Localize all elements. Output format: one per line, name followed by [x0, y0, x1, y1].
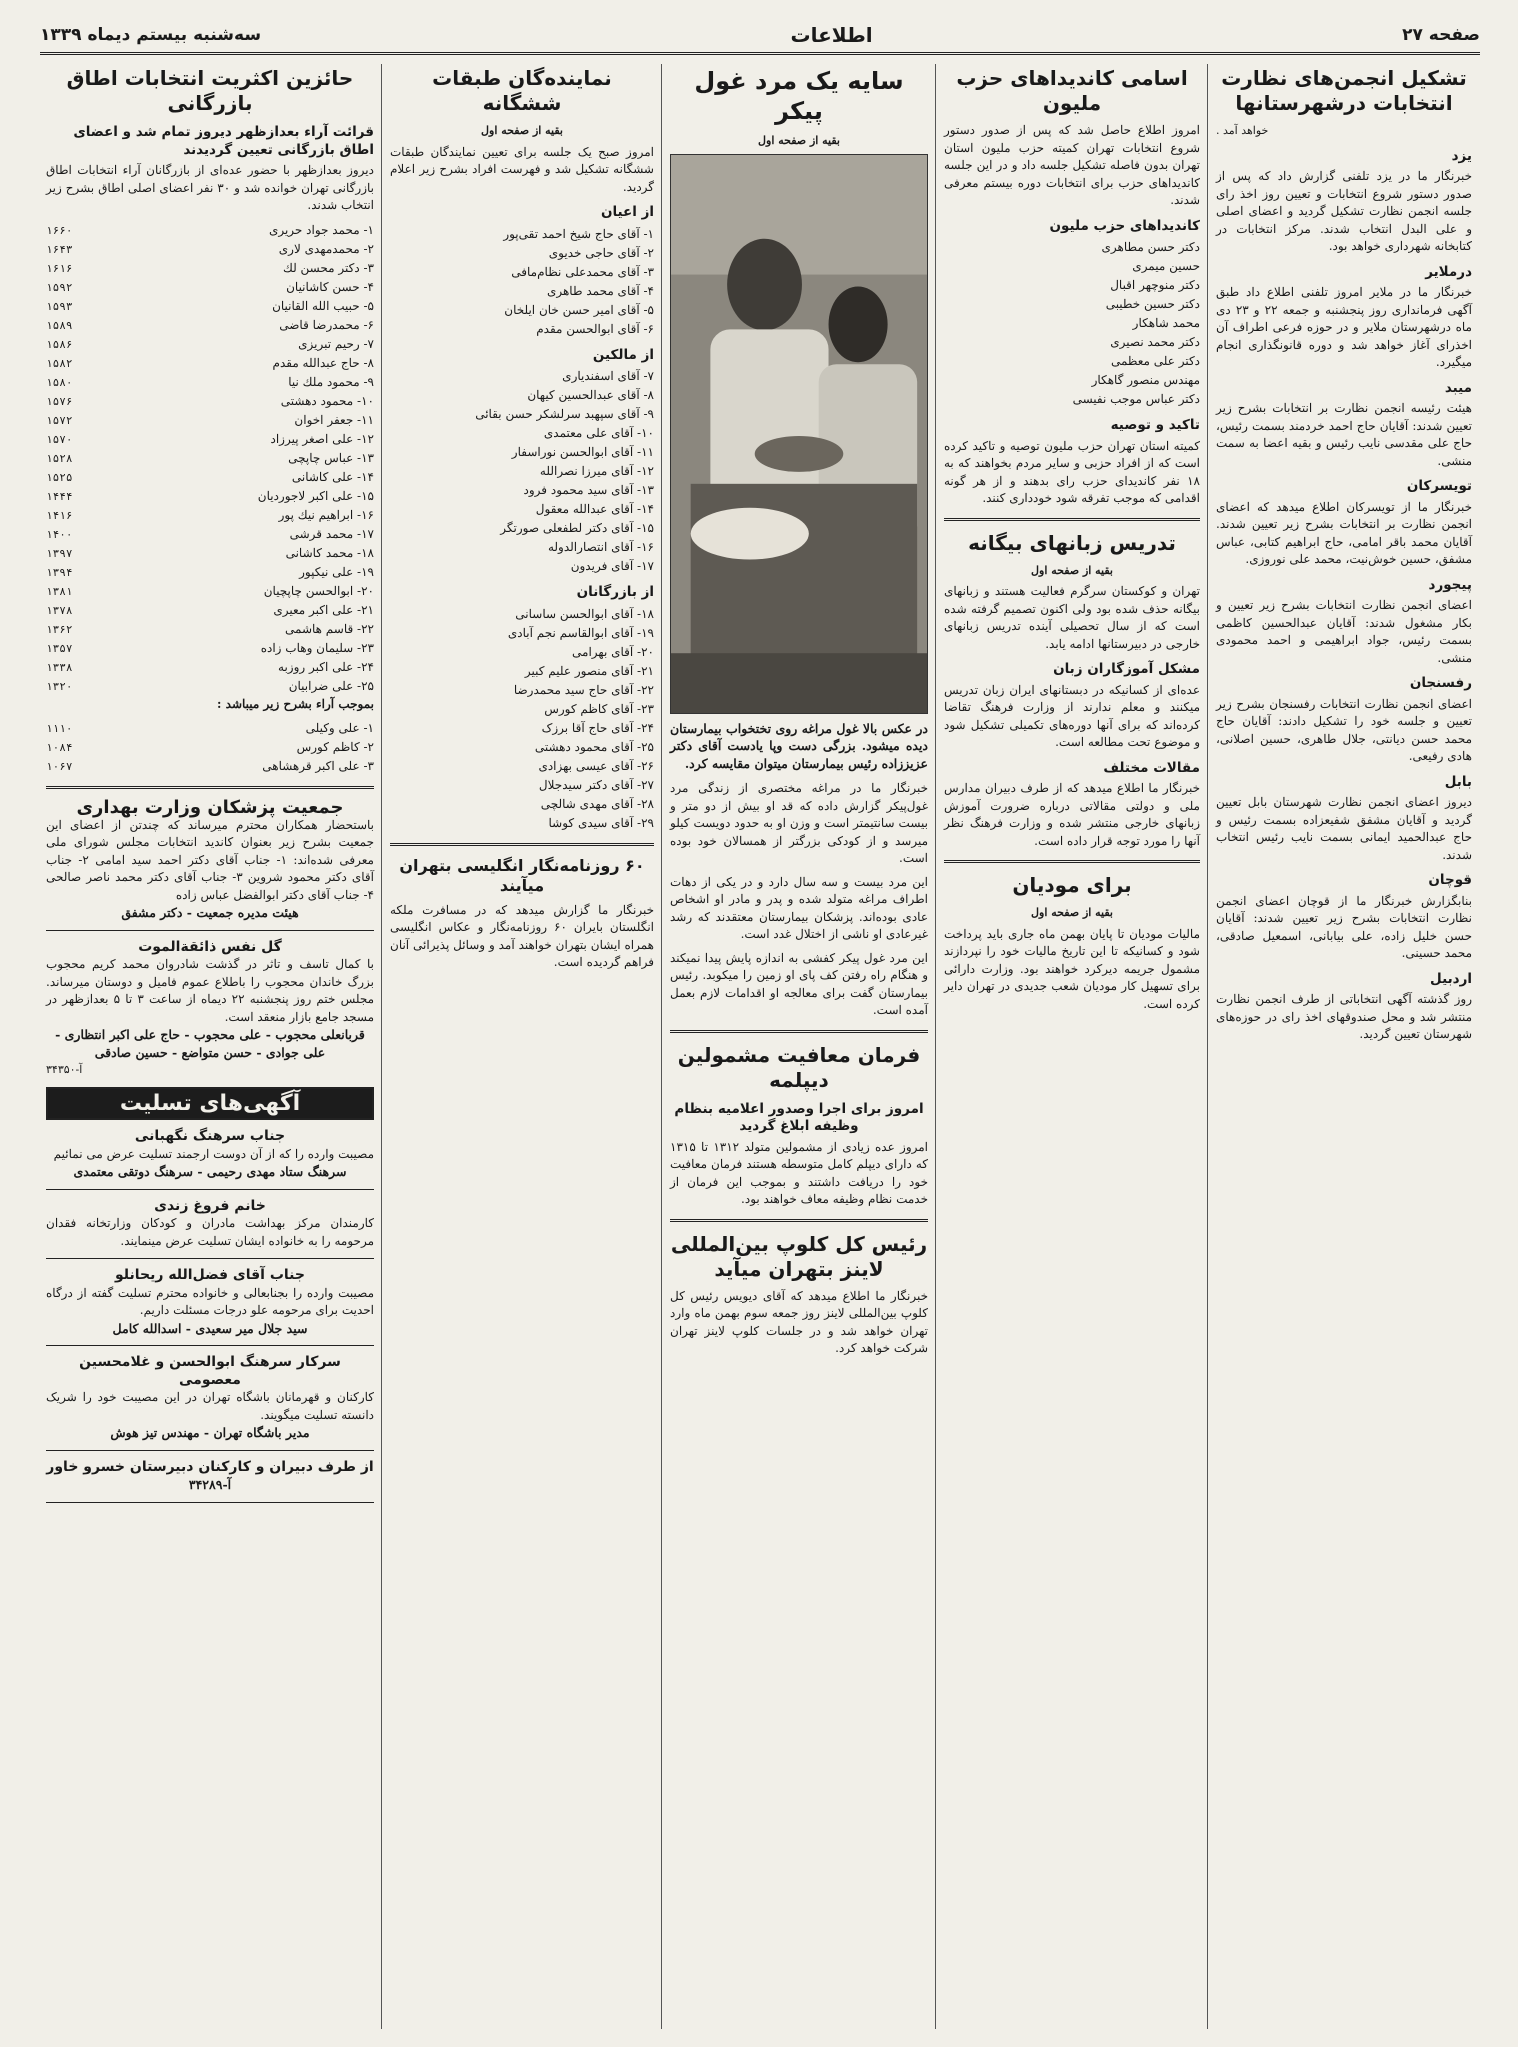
candidate-name: ۲۰- ابوالحسن چاپچیان — [263, 583, 374, 598]
article-paragraph: خبرنگار ما گزارش میدهد که در مسافرت ملکه انگلستان بایران ۶۰ روزنامه‌نگار و عکاس انگلیسی همراه ایشان بتهران خواهند آمد و وسائل پذیرائی آنان فراهم گردیده است. — [390, 902, 654, 969]
list-item: ۱- آقای حاج شیخ احمد تقی‌پور — [503, 226, 654, 241]
vote-count: ۱۳۳۸ — [46, 660, 73, 674]
section-subhead: رفسنجان — [1409, 675, 1472, 691]
section-subhead: مقالات مختلف — [1103, 759, 1200, 776]
candidate-name: ۱۲- علی اصغر پیرزاد — [270, 431, 374, 446]
result-row — [46, 354, 374, 373]
alternate-members — [46, 719, 374, 776]
candidate-name: ۱۰- محمود دهشتی — [280, 393, 374, 408]
result-row — [46, 525, 374, 544]
masthead — [40, 18, 1480, 55]
result-row — [46, 411, 374, 430]
article-subheadline: قرائت آراء بعدازظهر دیروز تمام شد و اعضای اطاق بازرگانی تعیین گردیدند — [73, 124, 374, 158]
list-item: ۴- آقای محمد طاهری — [546, 283, 654, 298]
article-paragraph: این مرد غول پیکر کفشی به اندازه پایش پیدا نمیکند و هنگام راه رفتن کف پای او زمین را میکوبد. رئیس بیمارستان گفت برای معالجه او اقدامات لازم بعمل آمده است. — [670, 950, 928, 1017]
candidate-name: ۱۷- محمد قرشی — [289, 526, 374, 541]
notice-title: از طرف دبیران و کارکنان دبیرستان خسرو خاور — [46, 1458, 374, 1475]
result-row — [46, 620, 374, 639]
condolence-notice — [46, 1459, 374, 1494]
notice-body: کارمندان مرکز بهداشت مادران و کودکان وزارتخانه فقدان مرحومه را به خانواده ایشان تسلیت عرض مینمایند. — [46, 1216, 374, 1248]
list-item: ۲۲- آقای حاج سید محمدرضا — [513, 682, 654, 697]
list-item: دکتر حسین خطیبی — [1105, 297, 1200, 311]
section-subhead: تاکید و توصیه — [1110, 417, 1200, 433]
section-subhead: کاندیداهای حزب ملیون — [1049, 217, 1200, 234]
result-row — [46, 719, 374, 738]
result-row — [46, 544, 374, 563]
article-paragraph: اعضای انجمن نظارت انتخابات رفسنجان بشرح زیر تعیین و جلسه خود را تشکیل دادند: آقایان حاج محمد حسن دیانتی، جلال طاهری، حسین اصلانی، هادی رفیعی. — [1216, 696, 1472, 763]
candidate-name: ۴- حسن کاشانیان — [286, 279, 374, 294]
notice-title: خانم فروغ زندی — [154, 1197, 266, 1214]
list-item: ۷- آقای اسفندیاری — [562, 369, 654, 383]
vote-count: ۱۵۹۲ — [46, 280, 73, 294]
vote-count: ۱۵۸۶ — [46, 337, 73, 351]
divider — [944, 518, 1200, 521]
list-item: ۱۳- آقای سید محمود فرود — [523, 483, 654, 497]
candidate-name: ۵- حبیب الله القانیان — [272, 298, 374, 313]
photo-image — [671, 155, 927, 713]
article-paragraph: این مرد بیست و سه سال دارد و در یکی از دهات اطراف مراغه متولد شده و پدر و مادر او اشخاص عادی بوده‌اند. پزشکان بیمارستان معتقدند که رشد غیرعادی او ناشی از اختلال غدد است. — [670, 874, 928, 941]
section-subhead: پیجورد — [1428, 576, 1472, 593]
vote-count: ۱۶۶۰ — [46, 223, 73, 237]
vote-count: ۱۴۰۰ — [46, 527, 73, 541]
list-item: ۱۸- آقای ابوالحسن ساسانی — [515, 606, 654, 621]
vote-count: ۱۴۴۴ — [46, 489, 73, 503]
list-item: ۱۹- آقای ابوالقاسم نجم آبادی — [507, 625, 654, 640]
candidate-name: ۳- علی اکبر قرهشاهی — [262, 759, 374, 773]
vote-count: ۱۳۹۷ — [46, 546, 73, 560]
notice-signature: آ-۳۴۲۸۹ — [188, 1477, 232, 1492]
notice-signature: قربانعلی محجوب - علی محجوب - حاج علی اکبر انتظاری - علی جوادی - حسن متواضع - حسین صادقی — [55, 1027, 365, 1060]
issue-date: سه‌شنبه بیستم دیماه ۱۳۳۹ — [40, 25, 262, 45]
list-item: ۱۵- آقای دکتر لطفعلی صورتگر — [500, 521, 654, 535]
result-row — [46, 297, 374, 316]
list-item: ۶- آقای ابوالحسن مقدم — [536, 321, 654, 336]
divider — [46, 1189, 374, 1190]
section-subhead: تویسرکان — [1406, 478, 1472, 494]
list-item: ۱۲- آقای میرزا نصرالله — [539, 464, 654, 478]
divider — [46, 1345, 374, 1346]
list-item: ۱۰- آقای علی معتمدی — [543, 426, 654, 440]
list-item: ۲۹- آقای سیدی کوشا — [548, 815, 654, 830]
notice-body: مصیبت وارده را بجنابعالی و خانواده محترم تسلیت گفته از درگاه احدیت برای مرحومه علو درجات مسئلت داریم. — [46, 1285, 374, 1317]
list-item: محمد شاهکار — [1132, 316, 1200, 330]
notice-title: سرکار سرهنگ ابوالحسن و غلامحسین معصومی — [79, 1354, 341, 1388]
column-six-classes — [384, 64, 660, 2029]
candidate-name: ۱- علی وکیلی — [305, 721, 374, 735]
section-subhead: اردبیل — [1430, 970, 1472, 987]
column-rule — [935, 64, 936, 2029]
continued-label: بقیه از صفحه اول — [481, 124, 563, 137]
list-item: ۱۱- آقای ابوالحسن نوراسفار — [511, 445, 654, 459]
divider — [46, 1502, 374, 1503]
divider — [670, 1030, 928, 1033]
list-item: ۲۱- آقای منصور علیم کبیر — [524, 663, 654, 678]
candidate-name: ۲۱- علی اکبر معیری — [273, 602, 374, 617]
result-row — [46, 506, 374, 525]
vote-count: ۱۳۶۲ — [46, 622, 73, 636]
name-list — [390, 367, 654, 576]
article-headline: نماینده‌گان طبقات ششگانه — [432, 66, 612, 115]
candidate-name: ۲- کاظم کورس — [296, 740, 374, 754]
candidate-name: ۱۴- علی کاشانی — [291, 469, 374, 484]
vote-count: ۱۳۹۴ — [46, 565, 73, 579]
list-item: دکتر علی معظمی — [1110, 354, 1200, 368]
list-item: دکتر محمد نصیری — [1110, 335, 1200, 349]
section-subhead: از اعیان — [600, 204, 654, 220]
list-item: ۲۷- آقای دکتر سیدجلال — [538, 777, 654, 792]
vote-count: ۱۵۹۳ — [46, 299, 73, 313]
column-rule — [381, 64, 382, 2029]
vote-count: ۱۳۸۱ — [46, 584, 73, 598]
condolence-list — [46, 1128, 374, 1503]
article-paragraph: خبرنگار ما از تویسرکان اطلاع میدهد که اعضای انجمن نظارت بر انتخابات بشرح زیر تعیین شدند. آقایان محمد باقر امامی، حاج ابراهیم کتابی، عباس مشفق، حسین خوش‌نیت، محمد علی نوروزی. — [1216, 499, 1472, 566]
continued-label: بقیه از صفحه اول — [1031, 563, 1113, 577]
vote-count: ۱۳۵۷ — [46, 641, 73, 655]
candidate-name: ۲۵- علی ضرابیان — [288, 678, 374, 693]
article-headline: تشکیل انجمن‌های نظارت انتخابات درشهرستانها — [1221, 66, 1467, 115]
section-subhead: از مالکین — [592, 346, 654, 363]
article-headline: رئیس کل کلوپ بین‌المللی لاینز بتهران میآید — [670, 1231, 928, 1281]
vote-count: ۱۶۱۶ — [46, 261, 73, 275]
condolence-notice — [46, 1198, 374, 1251]
vote-count: ۱۰۶۷ — [46, 760, 73, 773]
article-paragraph: تهران و کوکستان سرگرم فعالیت هستند و زبانهای بیگانه حذف شده بود ولی اکنون تصمیم گرفته شده است که از سال تحصیلی آینده تدریس زبانهای خارجی در دبیرستانها ادامه یابد. — [944, 584, 1200, 651]
article-headline: سایه یک مرد غول پیکر — [694, 67, 904, 125]
candidate-name: ۱۸- محمد کاشانی — [285, 545, 374, 560]
list-item: ۹- آقای سپهبد سرلشکر حسن بقائی — [475, 407, 654, 421]
list-item: ۲- آقای حاجی خدیوی — [548, 245, 654, 260]
article-paragraph: خبرنگار ما اطلاع میدهد که آقای دیویس رئیس کل کلوپ بین‌المللی لاینز روز جمعه سوم بهمن ماه وارد تهران خواهد شد و در جلسات کلوپ لاینز تهران شرکت خواهد کرد. — [670, 1288, 928, 1355]
notice-body: با کمال تاسف و تاثر در گذشت شادروان محمد کریم محجوب بزرگ خاندان محجوب را باطلاع عموم فامیل و دوستان میرساند. مجلس ختم روز پنجشنبه ۲۲ دیماه از ساعت ۳ تا ۵ بعدازظهر در مسجد جامع بازار منعقد است. — [46, 957, 375, 1024]
result-row — [46, 468, 374, 487]
candidate-name: ۱۳- عباس چاپچی — [288, 450, 374, 465]
result-row — [46, 639, 374, 658]
result-row — [46, 278, 374, 297]
result-row — [46, 335, 374, 354]
vote-count: ۱۵۷۰ — [46, 432, 73, 446]
article-paragraph: اعضای انجمن نظارت انتخابات بشرح زیر تعیین و بکار مشغول شدند: آقایان عبدالحسین کاظمی بسمت رئیس، جواد ابراهیمی و احمد محمودی منشی. — [1216, 598, 1472, 665]
notice-title: گل نفس ذائقةالموت — [138, 938, 282, 955]
election-results — [46, 221, 374, 696]
section-subhead: بابل — [1444, 773, 1472, 790]
list-item: ۲۶- آقای عیسی بهزادی — [538, 758, 654, 773]
article-paragraph: هیئت رئیسه انجمن نظارت بر انتخابات بشرح زیر تعیین شدند: آقایان حاج احمد خردمند بسمت رئیس، حاج علی مقدسی نایب رئیس و بقیه اعضا به سمت منشی. — [1216, 401, 1472, 468]
candidate-name: ۷- رحیم تبریزی — [298, 336, 374, 351]
result-row — [46, 563, 374, 582]
article-paragraph: امروز صبح یک جلسه برای تعیین نمایندگان طبقات ششگانه تشکیل شد و فهرست افراد بشرح زیر اعلام گردید. — [390, 144, 654, 194]
column-rule — [661, 64, 662, 2029]
result-row — [46, 658, 374, 677]
section-subhead: از بازرگانان — [576, 584, 654, 600]
candidate-name: ۲۳- سلیمان وهاب زاده — [260, 640, 374, 655]
result-row — [46, 487, 374, 506]
article-paragraph: خبرنگار ما اطلاع میدهد که از طرف دبیران مدارس ملی و دولتی مقالاتی درباره ضرورت آموزش زبانهای خارجی منتشر شده و وزارت فرهنگ نظر آنها را مورد توجه قرار داده است. — [944, 781, 1200, 848]
vote-count: ۱۱۱۰ — [46, 722, 73, 735]
result-row — [46, 757, 374, 776]
divider — [46, 1450, 374, 1451]
column-rule — [1207, 64, 1208, 2029]
continued-label: بقیه از صفحه اول — [758, 134, 840, 147]
article-paragraph: امروز اطلاع حاصل شد که پس از صدور دستور شروع انتخابات تهران کمیته حزب ملیون استان تهران بدون فاصله تشکیل جلسه داد و در این جلسه کاندیداهای حزب برای انتخابات دوره بیستم معرفی شدند. — [944, 123, 1200, 207]
vote-count: ۱۵۲۵ — [46, 470, 73, 484]
continued-label: بقیه از صفحه اول — [1031, 906, 1113, 919]
article-paragraph: خبرنگار ما در مراغه مختصری از زندگی مرد غول‌پیکر گزارش داده که قد او بیش از دو متر و بیست سانتیمتر است و وزن او به حدود دویست کیلو میرسد و از کودکی بزرگتر از همسالان خود بوده است. — [670, 781, 928, 865]
list-item: ۲۴- آقای حاج آقا برزک — [541, 720, 654, 735]
article-paragraph: خبرنگار ما در ملایر امروز تلفنی اطلاع داد طبق آگهی فرمانداری روز پنجشنبه و جمعه ۲۲ و ۲۳ دی ماه درشهرستان ملایر و در حوزه فرعی اطراف آن اخذرای آغاز خواهد شد و دوره قانونگذاری انجام میگیرد. — [1216, 285, 1472, 369]
condolence-notice — [46, 1267, 374, 1337]
divider — [944, 860, 1200, 863]
result-row — [46, 240, 374, 259]
article-headline: حائزین اکثریت انتخابات اطاق بازرگانی — [66, 66, 354, 115]
candidate-name: ۱۱- جعفر اخوان — [294, 412, 374, 427]
list-item: دکتر حسن مطاهری — [1101, 240, 1200, 254]
notice-signature: هیئت مدیره جمعیت - دکتر مشفق — [121, 905, 299, 920]
list-item: ۲۰- آقای بهرامی — [572, 644, 654, 659]
result-row — [46, 316, 374, 335]
notice-title: جمعیت پزشکان وزارت بهداری — [76, 797, 344, 818]
name-list — [390, 225, 654, 339]
notice-reference: آ-۳۴۳۵۰ — [46, 1063, 83, 1076]
newspaper-name: اطلاعات — [790, 23, 873, 47]
article-lead: امروز برای اجرا وصدور اعلامیه بنظام وظیفه ابلاغ گردید — [674, 1100, 924, 1134]
notice-signature: مدیر باشگاه تهران - مهندس تیز هوش — [110, 1425, 310, 1440]
column-giant-man — [664, 64, 934, 2029]
list-item: حسین میمری — [1132, 259, 1200, 273]
article-paragraph: روز گذشته آگهی انتخاباتی از طرف انجمن نظارت منتشر شد و محل صندوقهای اخذ رای در حوزه‌های شهرستان تعیین گردید. — [1216, 992, 1472, 1041]
result-row — [46, 430, 374, 449]
section-subhead: درملایر — [1425, 263, 1472, 280]
article-headline: ۶۰ روزنامه‌نگار انگلیسی بتهران میآیند — [399, 855, 645, 895]
column-melliyun-candidates — [938, 64, 1206, 2029]
article-paragraph: عده‌ای از کسانیکه در دبستانهای ایران زبان تدریس میکنند و معلم ندارند از وزارت فرهنگ تقاضا کرده‌اند که برای آنها دوره‌های تکمیلی تشکیل شود و موضوع تحت مطالعه است. — [944, 682, 1200, 749]
list-item: ۲۸- آقای مهدی شالچی — [540, 796, 654, 811]
section-subhead: میبد — [1444, 379, 1472, 396]
divider — [46, 930, 374, 931]
list-item: ۱۶- آقای انتصارالدوله — [547, 540, 654, 554]
article-paragraph: خبرنگار ما در یزد تلفنی گزارش داد که پس از صدور دستور شروع انتخابات و تعیین روز اخذ رای جلسه انجمن نظارت تشکیل گردید و اعضای اصلی و علی البدل انتخاب شدند. مرکز انتخابات در کتابخانه شهرداری خواهد بود. — [1216, 169, 1472, 253]
article-paragraph: دیروز اعضای انجمن نظارت شهرستان بابل تعیین گردید و آقایان مشفق شفیعزاده بسمت رئیس و حاج عبدالحمید ایمانی بسمت نایب رئیس انتخاب شدند. — [1216, 795, 1472, 862]
result-row — [46, 259, 374, 278]
article-paragraph: دیروز بعدازظهر با حضور عده‌ای از بازرگانان آراء انتخابات اطاق بازرگانی تهران خوانده شد و ۳۰ نفر اعضای اصلی اطاق بشرح زیر انتخاب شدند. — [46, 163, 374, 212]
notice-body: مصیبت وارده را که از آن دوست ارجمند تسلیت عرض می نمائیم — [53, 1146, 374, 1161]
candidate-name: ۱۶- ابراهیم نیك پور — [278, 507, 374, 522]
vote-count: ۱۵۷۲ — [46, 413, 73, 427]
section-subhead: مشکل آموزگاران زبان — [1053, 661, 1200, 677]
list-item: ۱۷- آقای فریدون — [570, 559, 654, 573]
divider — [46, 1258, 374, 1259]
vote-count: ۱۶۴۳ — [46, 242, 73, 256]
list-item: ۲۵- آقای محمود دهشتی — [534, 739, 654, 754]
candidate-name: ۲- محمدمهدی لاری — [278, 241, 374, 256]
page-number: صفحه ۲۷ — [1402, 25, 1480, 45]
vote-count: ۱۵۲۸ — [46, 451, 73, 465]
column-chamber-commerce — [40, 64, 380, 2029]
article-intro: خواهد آمد . — [1216, 124, 1269, 137]
candidate-name: ۱۵- علی اکبر لاجوردیان — [257, 488, 374, 503]
list-item: ۳- آقای محمدعلی نظام‌مافی — [511, 264, 654, 279]
notice-signature: سرهنگ ستاد مهدی رحیمی - سرهنگ دوتقی معتمدی — [73, 1164, 347, 1179]
vote-count: ۱۳۲۰ — [46, 679, 73, 693]
candidate-name: ۶- محمدرضا قاضی — [279, 317, 374, 332]
article-headline: فرمان معافیت مشمولین دیپلمه — [677, 1042, 921, 1092]
article-paragraph: بنابگزارش خبرنگار ما از قوچان اعضای انجمن نظارت انتخابات بشرح زیر تعیین شدند: آقایان حسن خلیل زاده، علی بیابانی، اسمعیل صادقی، محمد حسینی. — [1216, 893, 1472, 960]
name-list — [390, 605, 654, 833]
list-item: ۲۳- آقای کاظم کورس — [544, 701, 654, 716]
article-sections — [1216, 148, 1472, 1044]
candidate-name: ۱۹- علی نیکپور — [299, 564, 374, 579]
candidate-name: ۸- حاج عبدالله مقدم — [272, 355, 374, 370]
article-headline: برای مودیان — [1012, 873, 1132, 897]
list-item: مهندس منصور گاهکار — [1091, 373, 1200, 387]
vote-count: ۱۵۸۹ — [46, 318, 73, 332]
news-photo — [670, 154, 928, 714]
candidate-list — [944, 238, 1200, 409]
notice-title: جناب آقای فضل‌الله ریحانلو — [115, 1267, 305, 1283]
article-paragraph: کمیته استان تهران حزب ملیون توصیه و تاکید کرده است که از افراد حزبی و سایر مردم بخواهند که به ۱۸ نفر کاندیدای حزب رای بدهند و از هر گونه اقدامی که موجب تفرقه شود خودداری کنند. — [944, 438, 1200, 505]
vote-count: ۱۰۸۴ — [46, 741, 73, 754]
divider — [670, 1219, 928, 1222]
vote-count: ۱۵۷۶ — [46, 394, 73, 408]
list-item: ۸- آقای عبدالحسین کیهان — [527, 388, 654, 402]
result-row — [46, 582, 374, 601]
result-row — [46, 221, 374, 240]
article-headline: تدریس زبانهای بیگانه — [968, 530, 1176, 555]
condolence-notice — [46, 1128, 374, 1181]
result-row — [46, 738, 374, 757]
article-headline: اسامی کاندیداهای حزب ملیون — [956, 66, 1188, 115]
vote-count: ۱۴۱۶ — [46, 508, 73, 522]
result-row — [46, 601, 374, 620]
photo-caption: در عکس بالا غول مراغه روی تختخواب بیمارستان دیده میشود. بزرگی دست وپا یادست آقای دکتر عزیززاده رئیس بیمارستان میتوان مقایسه کرد. — [670, 720, 928, 771]
candidate-name: ۹- محمود ملك نیا — [288, 374, 374, 389]
candidate-name: ۲۲- قاسم هاشمی — [285, 621, 374, 636]
article-paragraph: مالیات مودیان تا پایان بهمن ماه جاری باید پرداخت شود و کسانیکه تا این تاریخ مالیات خود را نپردازند مشمول جریمه دیرکرد خواهند بود. وزارت دارائی برای تسهیل کار مودیان شعب جدیدی در تهران دایر کرده است. — [944, 926, 1200, 1011]
notice-body: کارکنان و قهرمانان باشگاه تهران در این مصیبت خود را شریک دانسته تسلیت میگویند. — [46, 1390, 374, 1422]
notice — [46, 939, 374, 1079]
list-item: ۵- آقای امیر حسن خان ایلخان — [504, 302, 654, 317]
result-row — [46, 449, 374, 468]
candidate-name: ۳- دکتر محسن لك — [282, 260, 374, 275]
result-row — [46, 373, 374, 392]
result-row — [46, 392, 374, 411]
article-paragraph: امروز عده زیادی از مشمولین متولد ۱۳۱۲ تا ۱۳۱۵ که دارای دیپلم کامل متوسطه هستند فرمان معافیت خود را دریافت داشتند و بموجب این فرمان از خدمت نظام وظیفه معاف خواهند بود. — [670, 1139, 928, 1206]
condolence-notice — [46, 1354, 374, 1442]
list-item: دکتر عباس موجب نفیسی — [1072, 392, 1200, 406]
divider — [46, 786, 374, 789]
notice-title: جناب سرهنگ نگهبانی — [134, 1128, 286, 1144]
column-elections-supervision — [1210, 64, 1478, 2029]
candidate-name: ۱- محمد جواد حریری — [268, 222, 374, 237]
result-row — [46, 677, 374, 696]
list-item: دکتر منوچهر اقبال — [1110, 278, 1200, 292]
vote-count: ۱۵۸۲ — [46, 356, 73, 370]
vote-count: ۱۳۷۸ — [46, 603, 73, 617]
divider — [390, 843, 654, 846]
section-subhead: قوچان — [1428, 872, 1472, 888]
condolence-ads-banner: آگهی‌های تسلیت — [46, 1087, 374, 1121]
results-note: بموجب آراء بشرح زیر میباشد : — [217, 696, 374, 711]
notice — [46, 799, 374, 922]
list-item: ۱۴- آقای عبدالله معقول — [535, 502, 654, 516]
candidate-name: ۲۴- علی اکبر روزبه — [278, 659, 374, 674]
vote-count: ۱۵۸۰ — [46, 375, 73, 389]
notice-signature: سید جلال میر سعیدی - اسدالله کامل — [112, 1320, 308, 1336]
notice-body: باستحضار همکاران محترم میرساند که چندتن از اعضای این جمعیت بشرح زیر بعنوان کاندید انتخابات مجلس شورای ملی معرفی شده‌اند: ۱- جناب آقای دکتر احمد سید امامی ۲- جناب آقای دکتر محمود شروین ۳- جناب آقای دکتر محمد ناصر صالحی ۴- جناب آقای دکتر ابوالفضل عباس زاده — [46, 817, 374, 902]
section-subhead: یزد — [1451, 147, 1472, 164]
